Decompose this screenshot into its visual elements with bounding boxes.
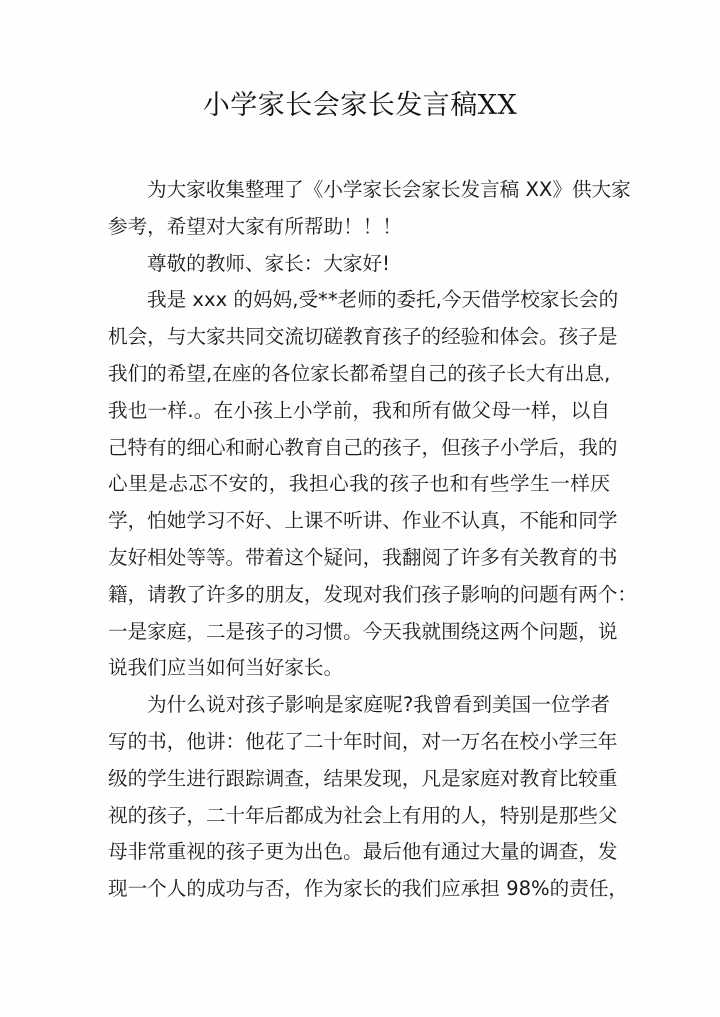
text-line: 现一个人的成功与否，作为家长的我们应承担 98%的责任， — [108, 877, 629, 901]
document-body — [108, 172, 638, 908]
text-line: 一是家庭，二是孩子的习惯。今天我就围绕这两个问题，说 — [108, 619, 618, 643]
paragraph-family-influence — [108, 687, 629, 908]
text-line: 说我们应当如何当好家长。 — [108, 656, 344, 680]
text-line: 学，怕她学习不好、上课不听讲、作业不认真，不能和同学 — [108, 509, 618, 533]
text-line: 视的孩子，二十年后都成为社会上有用的人，特别是那些父 — [108, 803, 618, 827]
text-line: 机会，与大家共同交流切磋教育孩子的经验和体会。孩子是 — [108, 325, 618, 349]
text-line: 我们的希望,在座的各位家长都希望自己的孩子长大有出息, — [108, 361, 611, 385]
text-line: 己特有的细心和耐心教育自己的孩子，但孩子小学后，我的 — [108, 435, 618, 459]
text-line: 为大家收集整理了《小学家长会家长发言稿 XX》供大家 — [147, 178, 631, 201]
text-line: 我是 xxx 的妈妈,受**老师的委托,今天借学校家长会的 — [147, 288, 619, 312]
text-line: 母非常重视的孩子更为出色。最后他有通过大量的调查，发 — [108, 840, 618, 864]
paragraph-greeting — [108, 246, 610, 283]
document-title: 小学家长会家长发言稿XX — [202, 90, 518, 121]
text-line: 心里是忐忑不安的，我担心我的孩子也和有些学生一样厌 — [108, 472, 610, 496]
text-line: 为什么说对孩子影响是家庭呢?我曾看到美国一位学者 — [147, 693, 610, 717]
paragraph-self-introduction — [108, 282, 638, 687]
text-line: 籍，请教了许多的朋友，发现对我们孩子影响的问题有两个： — [108, 582, 638, 606]
paragraph-intro — [108, 172, 631, 246]
text-line: 我也一样.。在小孩上小学前，我和所有做父母一样，以自 — [108, 398, 610, 422]
text-line: 写的书，他讲：他花了二十年时间，对一万名在校小学三年 — [108, 729, 618, 753]
text-line: 友好相处等等。带着这个疑问，我翻阅了许多有关教育的书 — [108, 545, 618, 569]
text-line: 尊敬的教师、家长：大家好! — [147, 251, 390, 275]
text-line: 参考，希望对大家有所帮助！！！ — [108, 214, 402, 238]
text-line: 级的学生进行跟踪调查，结果发现，凡是家庭对教育比较重 — [108, 766, 618, 790]
